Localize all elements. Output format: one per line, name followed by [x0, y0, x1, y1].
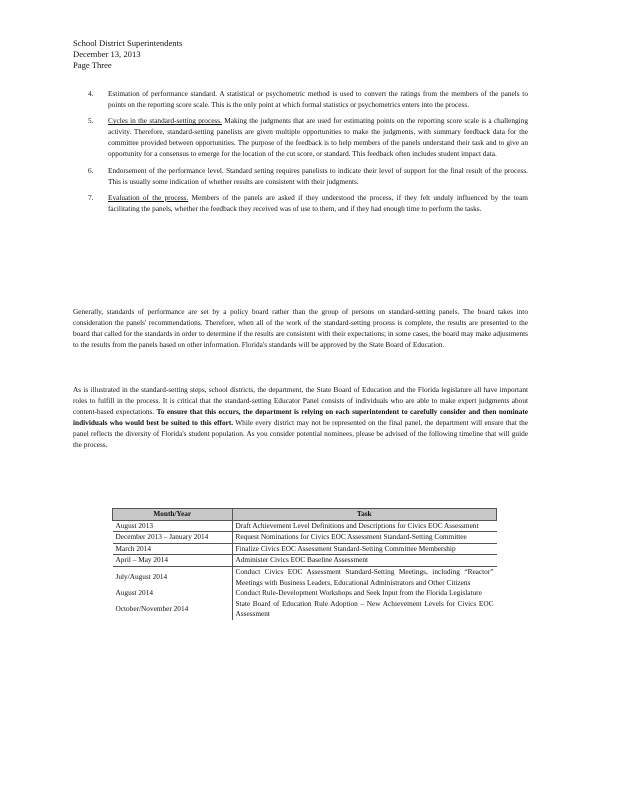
- month-year-header: Month/Year: [113, 509, 233, 521]
- month-cell: July/August 2014: [113, 566, 233, 588]
- list-item: [88, 88, 528, 110]
- nomination-text-after: While every district may not be represented on the final panel, the department will ensure that the panel reflects the diversity of Florida's student population. As you consider potential nominees, please be advised of the following timeline that will guide the process.: [73, 418, 528, 450]
- month-cell: March 2014: [113, 543, 233, 555]
- nomination-text-before: As is illustrated in the standard-setting steps, school districts, the department, the State Board of Education and the Florida legislature all have important roles to fulfill in the process. It is critical that the standard-setting Educator Panel consists of individuals who are able to make expert judgments about content-based expectations.: [73, 385, 528, 417]
- task-cell: Draft Achievement Level Definitions and Descriptions for Civics EOC Assessment: [232, 520, 497, 532]
- task-cell: Request Nominations for Civics EOC Assessment Standard-Setting Committee: [232, 532, 497, 544]
- list-item-lead: Evaluation of the process.: [108, 192, 189, 202]
- list-item-number: 5.: [88, 116, 94, 126]
- task-cell: Administer Civics EOC Baseline Assessment: [232, 555, 497, 567]
- task-header: Task: [232, 509, 497, 521]
- letter-header: [73, 38, 182, 71]
- board-approval-paragraph: Generally, standards of performance are set by a policy board rather than the group of persons on standard-setting panels. The board takes into consideration the panels' recommendations. Therefore, when all of the work of the standard-setting process is complete, the results are presented to the board that called for the standards in order to determine if the results are consistent with their expectations; in some cases, the board may make adjustments to the results from the panels based on other information. Florida's standards will be approved by the State Board of Education.: [73, 307, 528, 350]
- task-cell: Finalize Civics EOC Assessment Standard-Setting Committee Membership: [232, 543, 497, 555]
- nomination-request-bold: To ensure that this occurs, the department is relying on each superintendent to carefully consider and then nominate individuals who would best be suited to this effort.: [73, 407, 529, 428]
- month-cell: December 2013 – January 2014: [113, 532, 233, 544]
- table-row: [113, 543, 497, 555]
- list-item-text: Endorsement of the performance level. Standard setting requires panelists to indicate their level of support for the final result of the process. This is usually some indication of whether results are consistent with their judgments.: [108, 165, 528, 186]
- list-item-number: 6.: [88, 165, 94, 175]
- page-number-line: Page Three: [73, 60, 112, 70]
- recipient-line: School District Superintendents: [73, 38, 183, 48]
- table-header-row: [113, 509, 497, 521]
- task-cell: State Board of Education Rule Adoption – New Achievement Levels for Civics EOC Assessment: [235, 598, 494, 619]
- list-item-number: 7.: [88, 192, 94, 202]
- table-row: [113, 588, 497, 599]
- list-item: [88, 165, 528, 187]
- list-item-text: Members of the panels are asked if they understood the process, if they felt unduly influenced by the team facilitating the panels, whether the feedback they received was of use to them, and if they had enough time to perform the tasks.: [108, 192, 528, 213]
- date-line: December 13, 2013: [73, 49, 141, 59]
- task-cell: Conduct Rule-Development Workshops and Seek Input from the Florida Legislature: [235, 588, 482, 598]
- table-row: [113, 520, 497, 532]
- list-item-text: Estimation of performance standard. A statistical or psychometric method is used to convert the ratings from the members of the panels to points on the reporting score scale. This is the only point at which formal statistics or psychometrics enters into the process.: [108, 89, 528, 110]
- month-cell: April – May 2014: [113, 555, 233, 567]
- nomination-paragraph: [73, 384, 528, 451]
- table-row: [113, 555, 497, 567]
- table-row: [113, 599, 497, 620]
- list-item-number: 4.: [88, 89, 94, 98]
- list-item: [88, 192, 528, 214]
- timeline-table: [112, 508, 497, 620]
- month-cell: October/November 2014: [113, 599, 233, 620]
- standard-setting-steps-list: [88, 88, 528, 219]
- list-item-lead: Cycles in the standard-setting process.: [108, 116, 222, 126]
- month-cell: August 2013: [113, 520, 233, 532]
- month-cell: August 2014: [113, 588, 233, 599]
- task-cell: Conduct Civics EOC Assessment Standard-Setting Meetings, including “Reactor” Meetings with Business Leaders, Educational Administrators and Other Citizens: [235, 566, 494, 587]
- list-item: [88, 115, 528, 159]
- table-row: [113, 532, 497, 544]
- table-row: [113, 566, 497, 588]
- list-item-text: Making the judgments that are used for estimating points on the reporting score scale is a challenging activity. Therefore, standard-setting panelists are given multiple opportunities to make the judgments, with summary feedback data for the committee provided between opportunities. The purpose of the feedback is to help members of the panels understand their task and to give an opportunity for a consensus to emerge for the location of the cut score, or standard. This feedback often includes student impact data.: [108, 116, 528, 159]
